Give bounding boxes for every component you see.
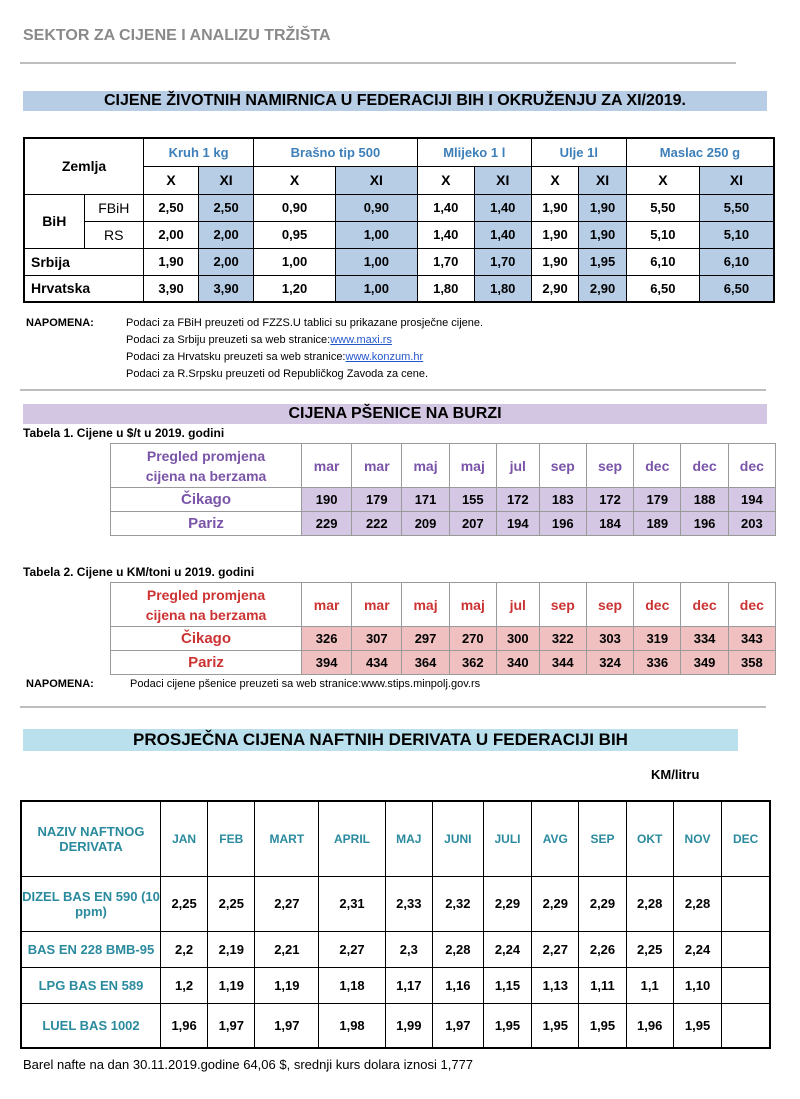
price-cell: 1,98 [319,1003,385,1048]
price-cell: 2,27 [255,876,319,931]
price-cell: 1,40 [417,194,474,221]
price-cell: 207 [449,512,496,536]
country-header: Zemlja [24,138,144,194]
month-cell: dec [681,583,728,627]
price-cell: 2,90 [531,275,579,302]
price-cell: 1,18 [319,967,385,1003]
table-row [24,275,774,302]
month-x: X [417,166,474,194]
price-cell: 2,3 [385,931,432,967]
price-cell: 1,40 [417,221,474,248]
price-cell: 203 [728,512,775,536]
fuel-title: PROSJEČNA CIJENA NAFTNIH DERIVATA U FEDERACIJI BIH [23,729,738,751]
fuel-name: LUEL BAS 1002 [21,1003,161,1048]
month-header: NOV [673,801,721,876]
row-label: Hrvatska [24,275,144,302]
price-cell: 1,95 [483,1003,531,1048]
fuel-name: LPG BAS EN 589 [21,967,161,1003]
price-cell: 2,50 [144,194,199,221]
price-cell: 184 [586,512,633,536]
price-cell: 5,50 [626,194,699,221]
month-cell: sep [539,583,586,627]
table-row [21,967,770,1003]
table-row [21,931,770,967]
price-cell: 1,96 [626,1003,673,1048]
month-cell: dec [634,444,681,488]
price-cell: 297 [402,627,449,651]
note-label: NAPOMENA: [26,317,94,329]
header-line: cijena na berzama [145,606,267,623]
price-cell: 3,90 [199,275,254,302]
note-label: NAPOMENA: [26,678,94,690]
price-cell: 6,50 [626,275,699,302]
month-cell: maj [449,583,496,627]
price-cell: 179 [634,488,681,512]
month-cell: maj [402,583,449,627]
price-cell [722,1003,770,1048]
month-cell: sep [586,444,633,488]
month-xi: XI [199,166,254,194]
price-cell: 1,95 [579,248,627,275]
price-cell: 194 [728,488,775,512]
price-cell: 2,00 [199,221,254,248]
price-cell: 364 [402,651,449,675]
product-bread: Kruh 1 kg [144,138,254,166]
month-header: MART [255,801,319,876]
price-cell: 190 [302,488,352,512]
price-cell: 2,28 [432,931,483,967]
month-header: JULI [483,801,531,876]
price-cell: 2,27 [532,931,579,967]
table-row [111,627,776,651]
month-xi: XI [579,166,627,194]
header-line: Pregled promjena [146,586,266,603]
month-cell: dec [681,444,728,488]
price-cell: 362 [449,651,496,675]
product-oil: Ulje 1l [531,138,626,166]
month-cell: dec [728,583,775,627]
price-cell: 222 [352,512,402,536]
price-cell: 1,15 [483,967,531,1003]
month-cell: dec [728,444,775,488]
price-cell: 1,96 [161,1003,208,1048]
price-cell: 1,11 [579,967,626,1003]
price-cell: 1,2 [161,967,208,1003]
price-cell: 300 [496,627,539,651]
fuel-name-header: NAZIV NAFTNOG DERIVATA [21,801,161,876]
price-cell: 394 [302,651,352,675]
price-cell: 189 [634,512,681,536]
price-cell [722,967,770,1003]
month-header: SEP [579,801,626,876]
price-cell [722,931,770,967]
header-cell [111,444,302,488]
price-cell: 1,95 [673,1003,721,1048]
price-cell: 155 [449,488,496,512]
price-cell: 2,33 [385,876,432,931]
price-cell: 6,10 [699,248,774,275]
price-cell: 334 [681,627,728,651]
price-cell: 2,31 [319,876,385,931]
price-cell: 196 [681,512,728,536]
row-label: FBiH [84,194,144,221]
exchange-label: Pariz [111,651,302,675]
note-text: Podaci za Srbiju preuzeti sa web stranice: [126,334,331,346]
table-row [21,876,770,931]
month-x: X [531,166,579,194]
price-cell: 1,90 [579,194,627,221]
header-line: Pregled promjena [146,447,266,464]
food-prices-table [23,137,775,303]
month-header: JAN [161,801,208,876]
price-cell: 1,00 [335,275,417,302]
exchange-label: Čikago [111,488,302,512]
price-cell: 171 [402,488,449,512]
price-cell: 188 [681,488,728,512]
header-row [21,801,770,876]
price-cell: 358 [728,651,775,675]
price-cell: 1,95 [579,1003,626,1048]
price-cell: 1,19 [208,967,255,1003]
price-cell: 1,40 [474,221,531,248]
unit-label: KM/litru [651,767,700,782]
month-cell: mar [352,583,402,627]
price-cell: 2,25 [208,876,255,931]
table-row [111,512,776,536]
product-flour: Brašno tip 500 [254,138,418,166]
month-cell: mar [302,583,352,627]
price-cell: 2,29 [579,876,626,931]
sector-title: SEKTOR ZA CIJENE I ANALIZU TRŽIŠTA [23,27,331,44]
divider [20,389,766,391]
table-row [24,194,774,221]
price-cell: 324 [586,651,633,675]
price-cell: 344 [539,651,586,675]
price-cell: 0,90 [254,194,336,221]
month-header: FEB [208,801,255,876]
table1-caption: Tabela 1. Cijene u $/t u 2019. godini [23,426,225,440]
month-cell: sep [539,444,586,488]
table-row [111,651,776,675]
price-cell: 6,50 [699,275,774,302]
price-cell: 1,99 [385,1003,432,1048]
month-cell: mar [352,444,402,488]
price-cell: 1,1 [626,967,673,1003]
table-row [111,488,776,512]
price-cell: 434 [352,651,402,675]
month-cell: sep [586,583,633,627]
price-cell: 1,17 [385,967,432,1003]
price-cell: 270 [449,627,496,651]
price-cell: 0,90 [335,194,417,221]
maxi-link[interactable]: www.maxi.rs [330,334,392,346]
price-cell: 194 [496,512,539,536]
month-x: X [254,166,336,194]
wheat-table-km [110,582,776,675]
month-xi: XI [474,166,531,194]
row-label: Srbija [24,248,144,275]
month-xi: XI [699,166,774,194]
wheat-table-usd [110,443,776,536]
price-cell: 5,10 [699,221,774,248]
divider [20,706,766,708]
price-cell: 1,90 [144,248,199,275]
price-cell: 5,10 [626,221,699,248]
price-cell: 1,00 [254,248,336,275]
price-cell: 326 [302,627,352,651]
price-cell: 0,95 [254,221,336,248]
price-cell: 1,16 [432,967,483,1003]
month-cell: jul [496,444,539,488]
price-cell: 322 [539,627,586,651]
table-row [24,221,774,248]
table-row [21,1003,770,1048]
price-cell: 1,97 [208,1003,255,1048]
fuel-footer: Barel nafte na dan 30.11.2019.godine 64,06 $, srednji kurs dolara iznosi 1,777 [23,1057,474,1072]
wheat-note [26,678,480,690]
food-prices-title: CIJENE ŽIVOTNIH NAMIRNICA U FEDERACIJI BIH I OKRUŽENJU ZA XI/2019. [23,91,767,111]
price-cell: 1,90 [531,221,579,248]
product-butter: Maslac 250 g [626,138,774,166]
month-header: DEC [722,801,770,876]
month-cell: maj [449,444,496,488]
price-cell: 172 [586,488,633,512]
price-cell: 319 [634,627,681,651]
price-cell: 1,90 [531,194,579,221]
price-cell: 229 [302,512,352,536]
price-cell: 1,80 [474,275,531,302]
price-cell: 179 [352,488,402,512]
row-label: RS [84,221,144,248]
price-cell: 183 [539,488,586,512]
price-cell: 2,50 [199,194,254,221]
konzum-link[interactable]: www.konzum.hr [345,351,424,363]
header-row [111,444,776,488]
price-cell: 2,2 [161,931,208,967]
price-cell: 2,25 [626,931,673,967]
price-cell: 1,70 [417,248,474,275]
price-cell: 2,28 [626,876,673,931]
header-line: cijena na berzama [145,467,267,484]
divider [20,62,736,64]
price-cell: 349 [681,651,728,675]
month-cell: jul [496,583,539,627]
month-header: JUNI [432,801,483,876]
price-cell: 209 [402,512,449,536]
price-cell: 1,00 [335,221,417,248]
table2-caption: Tabela 2. Cijene u KM/toni u 2019. godini [23,565,255,579]
table-row [24,248,774,275]
price-cell: 2,32 [432,876,483,931]
wheat-title: CIJENA PŠENICE NA BURZI [23,404,767,424]
note-text: Podaci za Hrvatsku preuzeti sa web stranice: [126,351,346,363]
price-cell: 5,50 [699,194,774,221]
month-cell: maj [402,444,449,488]
price-cell: 2,28 [673,876,721,931]
price-cell [722,876,770,931]
note-text: Podaci za R.Srpsku preuzeti od Republičkog Zavoda za cene. [126,368,429,380]
price-cell: 1,13 [532,967,579,1003]
month-header: APRIL [319,801,385,876]
price-cell: 1,20 [254,275,336,302]
price-cell: 1,19 [255,967,319,1003]
price-cell: 2,29 [483,876,531,931]
price-cell: 1,97 [432,1003,483,1048]
price-cell: 1,80 [417,275,474,302]
price-cell: 6,10 [626,248,699,275]
product-milk: Mlijeko 1 l [417,138,531,166]
price-cell: 2,29 [532,876,579,931]
price-cell: 336 [634,651,681,675]
price-cell: 2,00 [199,248,254,275]
month-x: X [144,166,199,194]
price-cell: 2,26 [579,931,626,967]
price-cell: 1,70 [474,248,531,275]
exchange-label: Čikago [111,627,302,651]
month-header: OKT [626,801,673,876]
price-cell: 2,25 [161,876,208,931]
note-text: Podaci za FBiH preuzeti od FZZS.U tablici su prikazane prosječne cijene. [126,317,484,329]
price-cell: 1,95 [532,1003,579,1048]
fuel-name: DIZEL BAS EN 590 (10 ppm) [21,876,161,931]
price-cell: 2,24 [483,931,531,967]
price-cell: 1,90 [531,248,579,275]
price-cell: 1,00 [335,248,417,275]
price-cell: 2,90 [579,275,627,302]
month-header: MAJ [385,801,432,876]
price-cell: 3,90 [144,275,199,302]
month-x: X [626,166,699,194]
price-cell: 196 [539,512,586,536]
price-cell: 303 [586,627,633,651]
month-cell: dec [634,583,681,627]
header-row [111,583,776,627]
price-cell: 2,27 [319,931,385,967]
fuel-prices-table [20,800,771,1049]
month-header: AVG [532,801,579,876]
month-cell: mar [302,444,352,488]
note-text: Podaci cijene pšenice preuzeti sa web stranice:www.stips.minpolj.gov.rs [130,678,481,690]
food-notes [26,315,483,383]
price-cell: 1,10 [673,967,721,1003]
price-cell: 1,40 [474,194,531,221]
price-cell: 1,90 [579,221,627,248]
price-cell: 2,21 [255,931,319,967]
price-cell: 2,24 [673,931,721,967]
price-cell: 172 [496,488,539,512]
price-cell: 2,00 [144,221,199,248]
fuel-name: BAS EN 228 BMB-95 [21,931,161,967]
price-cell: 1,97 [255,1003,319,1048]
price-cell: 343 [728,627,775,651]
header-cell [111,583,302,627]
group-bih: BiH [24,194,84,248]
price-cell: 2,19 [208,931,255,967]
month-xi: XI [335,166,417,194]
exchange-label: Pariz [111,512,302,536]
price-cell: 307 [352,627,402,651]
price-cell: 340 [496,651,539,675]
